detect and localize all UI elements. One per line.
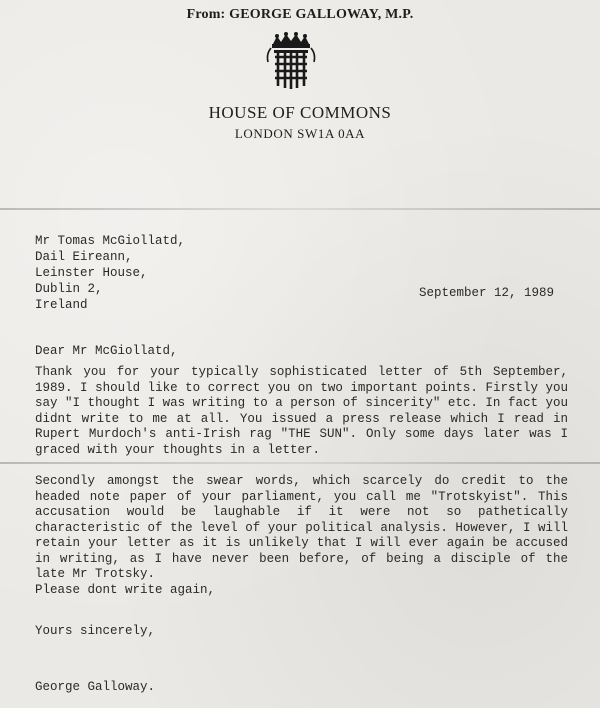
body-paragraph-3: Please dont write again, <box>35 583 216 597</box>
recipient-line: Leinster House, <box>35 266 148 280</box>
letter-date: September 12, 1989 <box>419 286 555 300</box>
letterhead-institution: HOUSE OF COMMONS <box>208 103 392 122</box>
body-paragraph-2: Secondly amongst the swear words, which scarcely do credit to the headed note paper of your parliament, you call me "Trotskyist". This accusation would be laughable if it were not so pathetically characteristic of the level of your political analysis. However, I will retain your letter as it is unlikely that I will ever again be accused in writing, as I have never been before, of being a disciple of the late Mr Trotsky. <box>35 474 568 581</box>
signature: George Galloway. <box>35 680 156 694</box>
recipient-line: Ireland <box>35 298 88 312</box>
portcullis-crest-icon <box>265 32 317 92</box>
letterhead-from: From: GEORGE GALLOWAY, M.P. <box>186 7 414 22</box>
recipient-address <box>35 233 185 313</box>
recipient-line: Dublin 2, <box>35 282 103 296</box>
letterhead-address: LONDON SW1A 0AA <box>234 126 366 141</box>
recipient-line: Mr Tomas McGiollatd, <box>35 234 186 248</box>
fold-crease <box>0 462 600 464</box>
fold-crease <box>0 208 600 210</box>
body-paragraph-1: Thank you for your typically sophisticated letter of 5th September, 1989. I should like to correct you on two important points. Firstly you say "I thought I was writing to a person of sincerity" etc. In fact you didnt write to me at all. You issued a press release which I read in Rupert Murdoch's anti-Irish rag "THE SUN". Only some days later was I graced with your thoughts in a letter. <box>35 365 568 457</box>
closing: Yours sincerely, <box>35 624 156 638</box>
salutation: Dear Mr McGiollatd, <box>35 344 178 358</box>
recipient-line: Dail Eireann, <box>35 250 133 264</box>
